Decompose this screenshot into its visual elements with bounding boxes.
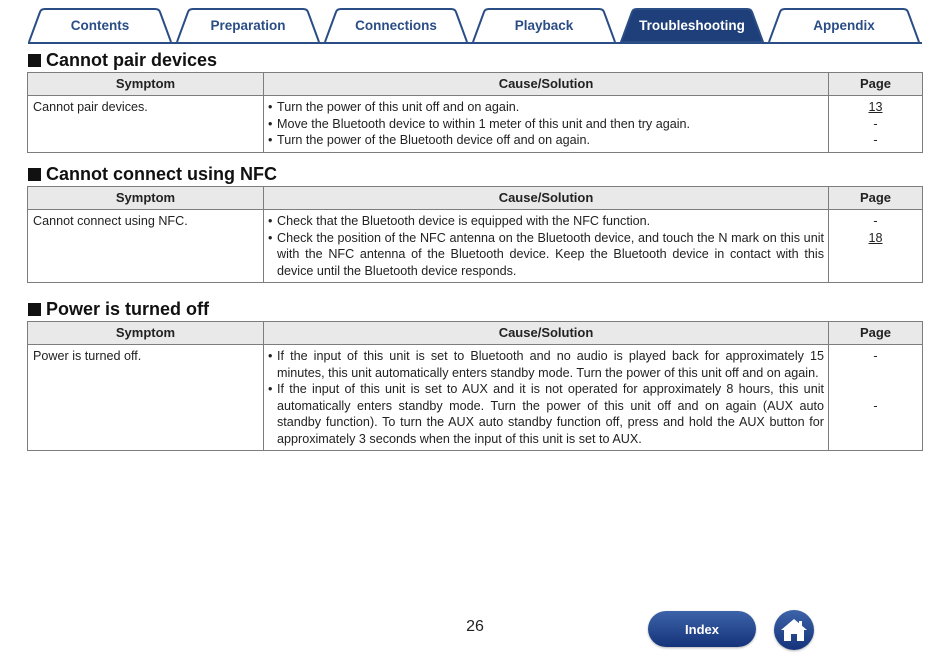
chapter-tabs (28, 8, 922, 44)
page-ref: - (873, 398, 878, 413)
page-cell (829, 210, 923, 283)
page-cell (829, 96, 923, 153)
cause-list (268, 99, 824, 149)
symptom-cell: Cannot connect using NFC. (28, 210, 264, 283)
tab-connections-label: Connections (355, 17, 437, 33)
section-title-power-off (28, 299, 209, 320)
header-symptom: Symptom (28, 73, 264, 96)
header-cause: Cause/Solution (264, 73, 829, 96)
cause-list (268, 213, 824, 279)
home-button[interactable] (774, 610, 814, 650)
page-ref: - (873, 116, 878, 131)
table-power-off (27, 321, 923, 451)
table-row (28, 345, 923, 451)
section-title-nfc (28, 164, 277, 185)
tab-preparation[interactable] (176, 8, 320, 42)
cause-item: • Turn the power of this unit off and on again. (268, 99, 824, 116)
cause-item: • If the input of this unit is set to Bluetooth and no audio is played back for approximately 15 minutes, this unit automatically enters standby mode. Turn the power of this unit off and on again. (268, 348, 824, 381)
page-link-13[interactable]: 13 (868, 100, 883, 114)
header-cause: Cause/Solution (264, 187, 829, 210)
table-row (28, 96, 923, 153)
tab-playback-label: Playback (514, 17, 574, 33)
tab-baseline (28, 42, 922, 44)
cause-item: • Move the Bluetooth device to within 1 meter of this unit and then try again. (268, 116, 824, 133)
home-icon (780, 617, 808, 643)
tab-contents[interactable] (28, 8, 172, 42)
section-title-text: Power is turned off (46, 299, 210, 319)
table-cannot-pair (27, 72, 923, 153)
table-header-row (28, 73, 923, 96)
table-header-row (28, 187, 923, 210)
page-ref: - (873, 133, 878, 147)
table-nfc (27, 186, 923, 283)
page-ref: - (873, 214, 878, 228)
header-page: Page (829, 73, 923, 96)
cause-item: • Check the position of the NFC antenna on the Bluetooth device, and touch the N mark on this unit with the NFC antenna of the Bluetooth device. Keep the Bluetooth device in contact with this device until the Bluetooth device responds. (268, 230, 824, 280)
square-bullet-icon (28, 303, 41, 316)
header-cause: Cause/Solution (264, 322, 829, 345)
page-ref: - (873, 349, 878, 363)
cause-item: • Check that the Bluetooth device is equipped with the NFC function. (268, 213, 824, 230)
tab-troubleshooting-label: Troubleshooting (639, 17, 745, 33)
tab-appendix-label: Appendix (813, 17, 875, 33)
cause-cell (264, 345, 829, 451)
tab-troubleshooting[interactable] (620, 8, 764, 42)
cause-list (268, 348, 824, 447)
tab-playback[interactable] (472, 8, 616, 42)
index-button[interactable] (648, 611, 756, 647)
header-page: Page (829, 187, 923, 210)
header-symptom: Symptom (28, 322, 264, 345)
table-header-row (28, 322, 923, 345)
section-title-text: Cannot pair devices (46, 50, 218, 70)
spacer (833, 365, 918, 398)
symptom-cell: Power is turned off. (28, 345, 264, 451)
tab-connections[interactable] (324, 8, 468, 42)
tab-appendix[interactable] (768, 8, 920, 42)
cause-cell (264, 96, 829, 153)
page-cell (829, 345, 923, 451)
square-bullet-icon (28, 54, 41, 67)
page-link-18[interactable]: 18 (868, 230, 883, 245)
square-bullet-icon (28, 168, 41, 181)
header-symptom: Symptom (28, 187, 264, 210)
header-page: Page (829, 322, 923, 345)
tab-preparation-label: Preparation (210, 17, 286, 33)
section-title-text: Cannot connect using NFC (46, 164, 277, 184)
cause-item: • Turn the power of the Bluetooth device off and on again. (268, 132, 824, 149)
tab-contents-label: Contents (70, 17, 130, 33)
cause-item: • If the input of this unit is set to AUX and it is not operated for approximately 8 hours, this unit automatically enters standby mode. Turn the power of this unit off and on again (AUX auto standby function). To turn the AUX auto standby function off, press and hold the AUX button for approximately 3 seconds when the input of this unit is set to AUX. (268, 381, 824, 447)
cause-cell (264, 210, 829, 283)
index-button-label: Index (685, 621, 719, 637)
section-title-cannot-pair (28, 50, 217, 71)
symptom-cell: Cannot pair devices. (28, 96, 264, 153)
page-number: 26 (466, 618, 484, 635)
table-row (28, 210, 923, 283)
